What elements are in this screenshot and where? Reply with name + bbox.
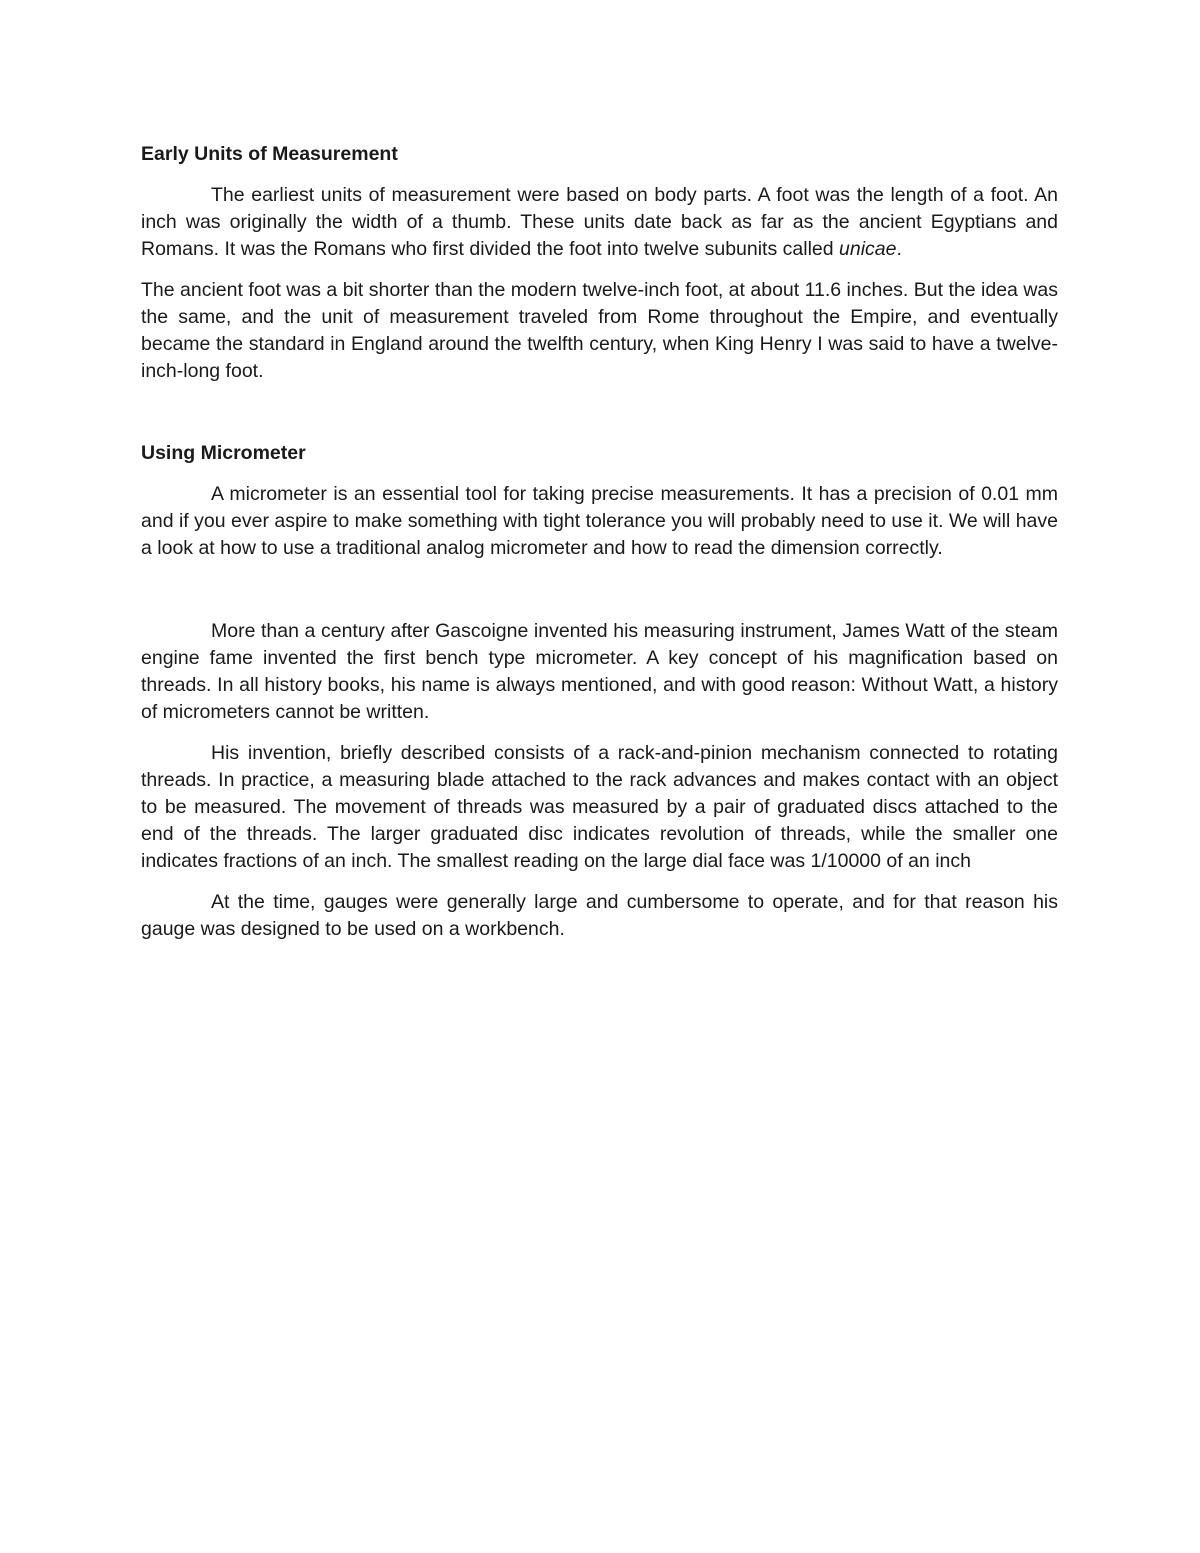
section-heading-using-micrometer: Using Micrometer <box>141 442 306 464</box>
document-body <box>141 141 1058 943</box>
paragraph-end: . <box>896 238 902 260</box>
italic-term-unicae: unicae <box>839 238 897 260</box>
paragraph-text: The earliest units of measurement were based on body parts. A foot was the length of a foot. An inch was originally the width of a thumb. These units date back as far as the ancient Egyptians and Romans. It was the Romans who first divided the foot into twelve subunits called <box>141 184 1058 260</box>
section-heading-early-units: Early Units of Measurement <box>141 143 398 165</box>
paragraph-james-watt: More than a century after Gascoigne invented his measuring instrument, James Watt of the steam engine fame invented the first bench type micrometer. A key concept of his magnification based on threads. In all history books, his name is always mentioned, and with good reason: Without Watt, a history of micrometers cannot be written. <box>141 620 1058 723</box>
paragraph-micrometer-intro: A micrometer is an essential tool for taking precise measurements. It has a precision of 0.01 mm and if you ever aspire to make something with tight tolerance you will probably need to use it. We will have a look at how to use a traditional analog micrometer and how to read the dimension correctly. <box>141 483 1058 559</box>
paragraph-ancient-foot: The ancient foot was a bit shorter than the modern twelve-inch foot, at about 11.6 inches. But the idea was the same, and the unit of measurement traveled from Rome throughout the Empire, and eventually became the standard in England around the twelfth century, when King Henry I was said to have a twelve-inch-long foot. <box>141 279 1058 382</box>
paragraph-invention-description: His invention, briefly described consists of a rack-and-pinion mechanism connected to rotating threads. In practice, a measuring blade attached to the rack advances and makes contact with an object to be measured. The movement of threads was measured by a pair of graduated discs attached to the end of the threads. The larger graduated disc indicates revolution of threads, while the smaller one indicates fractions of an inch. The smallest reading on the large dial face was 1/10000 of an inch <box>141 742 1058 872</box>
paragraph-workbench-gauge: At the time, gauges were generally large and cumbersome to operate, and for that reason his gauge was designed to be used on a workbench. <box>141 891 1058 940</box>
paragraph-earliest-units <box>141 182 1058 263</box>
